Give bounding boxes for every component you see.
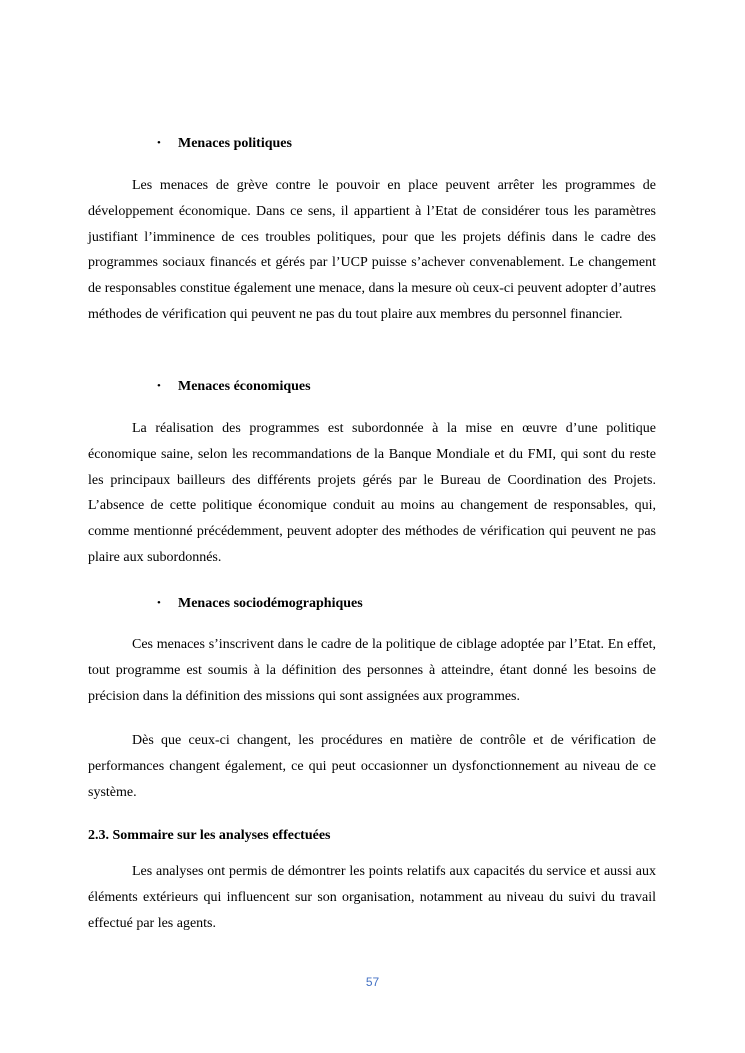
bullet-heading-politiques [157, 134, 292, 153]
paragraph-economiques: La réalisation des programmes est subordonnée à la mise en œuvre d’une politique économique saine, selon les recommandations de la Banque Mondiale et du FMI, qui sont du reste les principaux bailleurs des différents projets gérés par le Bureau de Coordination des Projets. L’absence de cette politique économique conduit au moins au changement de responsables, qui, comme mentionné précédemment, peuvent adopter des méthodes de vérification qui peuvent ne pas plaire aux subordonnés. [88, 421, 656, 565]
section-heading-sommaire: 2.3. Sommaire sur les analyses effectuées [88, 828, 331, 843]
bullet-heading-sociodemographiques [157, 594, 363, 613]
paragraph-sommaire: Les analyses ont permis de démontrer les points relatifs aux capacités du service et aussi aux éléments extérieurs qui influencent sur son organisation, notamment au niveau du suivi du travail effectué par les agents. [88, 864, 656, 931]
bullet-heading-economiques [157, 377, 311, 396]
bullet-heading-label: Menaces politiques [178, 136, 292, 151]
page-number: 57 [365, 975, 380, 989]
paragraph-sociodemographiques: Ces menaces s’inscrivent dans le cadre de la politique de ciblage adoptée par l’Etat. En effet, tout programme est soumis à la définition des personnes à atteindre, étant donné les besoins de précision dans la définition des missions qui sont assignées aux programmes. [88, 637, 656, 704]
bullet-heading-label: Menaces sociodémographiques [178, 596, 363, 611]
paragraph-politiques: Les menaces de grève contre le pouvoir en place peuvent arrêter les programmes de développement économique. Dans ce sens, il appartient à l’Etat de considérer tous les paramètres justifiant l’imminence de ces troubles politiques, pour que les projets définis dans le cadre des programmes sociaux financés et gérés par l’UCP puisse s’achever convenablement. Le changement de responsables constitue également une menace, dans la mesure où ceux-ci peuvent adopter d’autres méthodes de vérification qui peuvent ne pas du tout plaire aux membres du personnel financier. [88, 178, 656, 322]
bullet-dot: • [157, 137, 161, 149]
bullet-dot: • [157, 380, 161, 392]
paragraph-procedures: Dès que ceux-ci changent, les procédures en matière de contrôle et de vérification de performances changent également, ce qui peut occasionner un dysfonctionnement au niveau de ce système. [88, 733, 656, 800]
bullet-dot: • [157, 597, 161, 609]
bullet-heading-label: Menaces économiques [178, 379, 311, 394]
